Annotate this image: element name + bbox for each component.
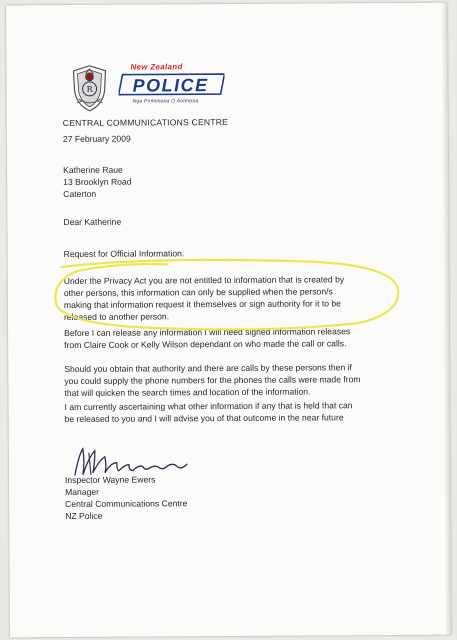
paragraph-line: released to another person. [63,311,170,323]
page-edge-shadow [441,3,451,635]
paragraph-line: you could supply the phone numbers for the phones the calls were made from [64,374,361,387]
department-heading: CENTRAL COMMUNICATIONS CENTRE [62,116,229,129]
recipient-street: 13 Brooklyn Road [63,176,132,188]
logo-country-text: New Zealand [130,62,183,72]
paragraph-line: I am currently ascertaining what other information if any that is held that can [64,400,353,413]
paragraph-line: from Claire Cook or Kelly Wilson dependant on who made the call or calls. [64,338,347,351]
letter-date: 27 February 2009 [62,133,131,145]
paragraph-line: be released to you and I will advise you of that outcome in the near future [64,412,344,425]
paragraph-other-information [64,399,352,425]
paragraph-releases [64,325,350,351]
paragraph-line: Before I can release any information I will need signed information releases [64,326,351,339]
recipient-name: Katherine Raue [63,164,123,176]
paragraph-line: Under the Privacy Act you are not entitled to information that is created by [63,274,345,287]
subject-line: Request for Official Information. [63,248,185,260]
police-crest-icon [68,63,110,113]
signatory-title: Manager [65,486,99,498]
paragraph-phone-numbers [64,361,360,399]
paragraph-privacy-act [64,273,345,323]
signatory-unit: Central Communications Centre [65,498,188,510]
signature-block [65,473,188,522]
salutation: Dear Katherine [63,216,122,228]
logo-motto-text: Nga Pirihimana O Aotearoa [132,98,199,105]
logo-police-text: POLICE [132,75,209,96]
paragraph-line: Should you obtain that authority and there are calls by these persons then if [64,362,352,375]
recipient-address [63,164,132,200]
paragraph-line: making that information request it themselves or sign authority for it to be [63,298,341,311]
letter-page [6,3,451,638]
signatory-name: Inspector Wayne Ewers [64,474,156,486]
paragraph-line: other persons, this information can only be supplied when the person/s [63,286,333,299]
recipient-town: Caterton [63,188,97,200]
svg-text:R: R [86,84,93,94]
police-logo [118,62,228,107]
paragraph-line: that will quicken the search times and location of the information. [64,386,311,399]
signatory-organisation: NZ Police [65,510,103,522]
police-wordmark [118,72,224,97]
